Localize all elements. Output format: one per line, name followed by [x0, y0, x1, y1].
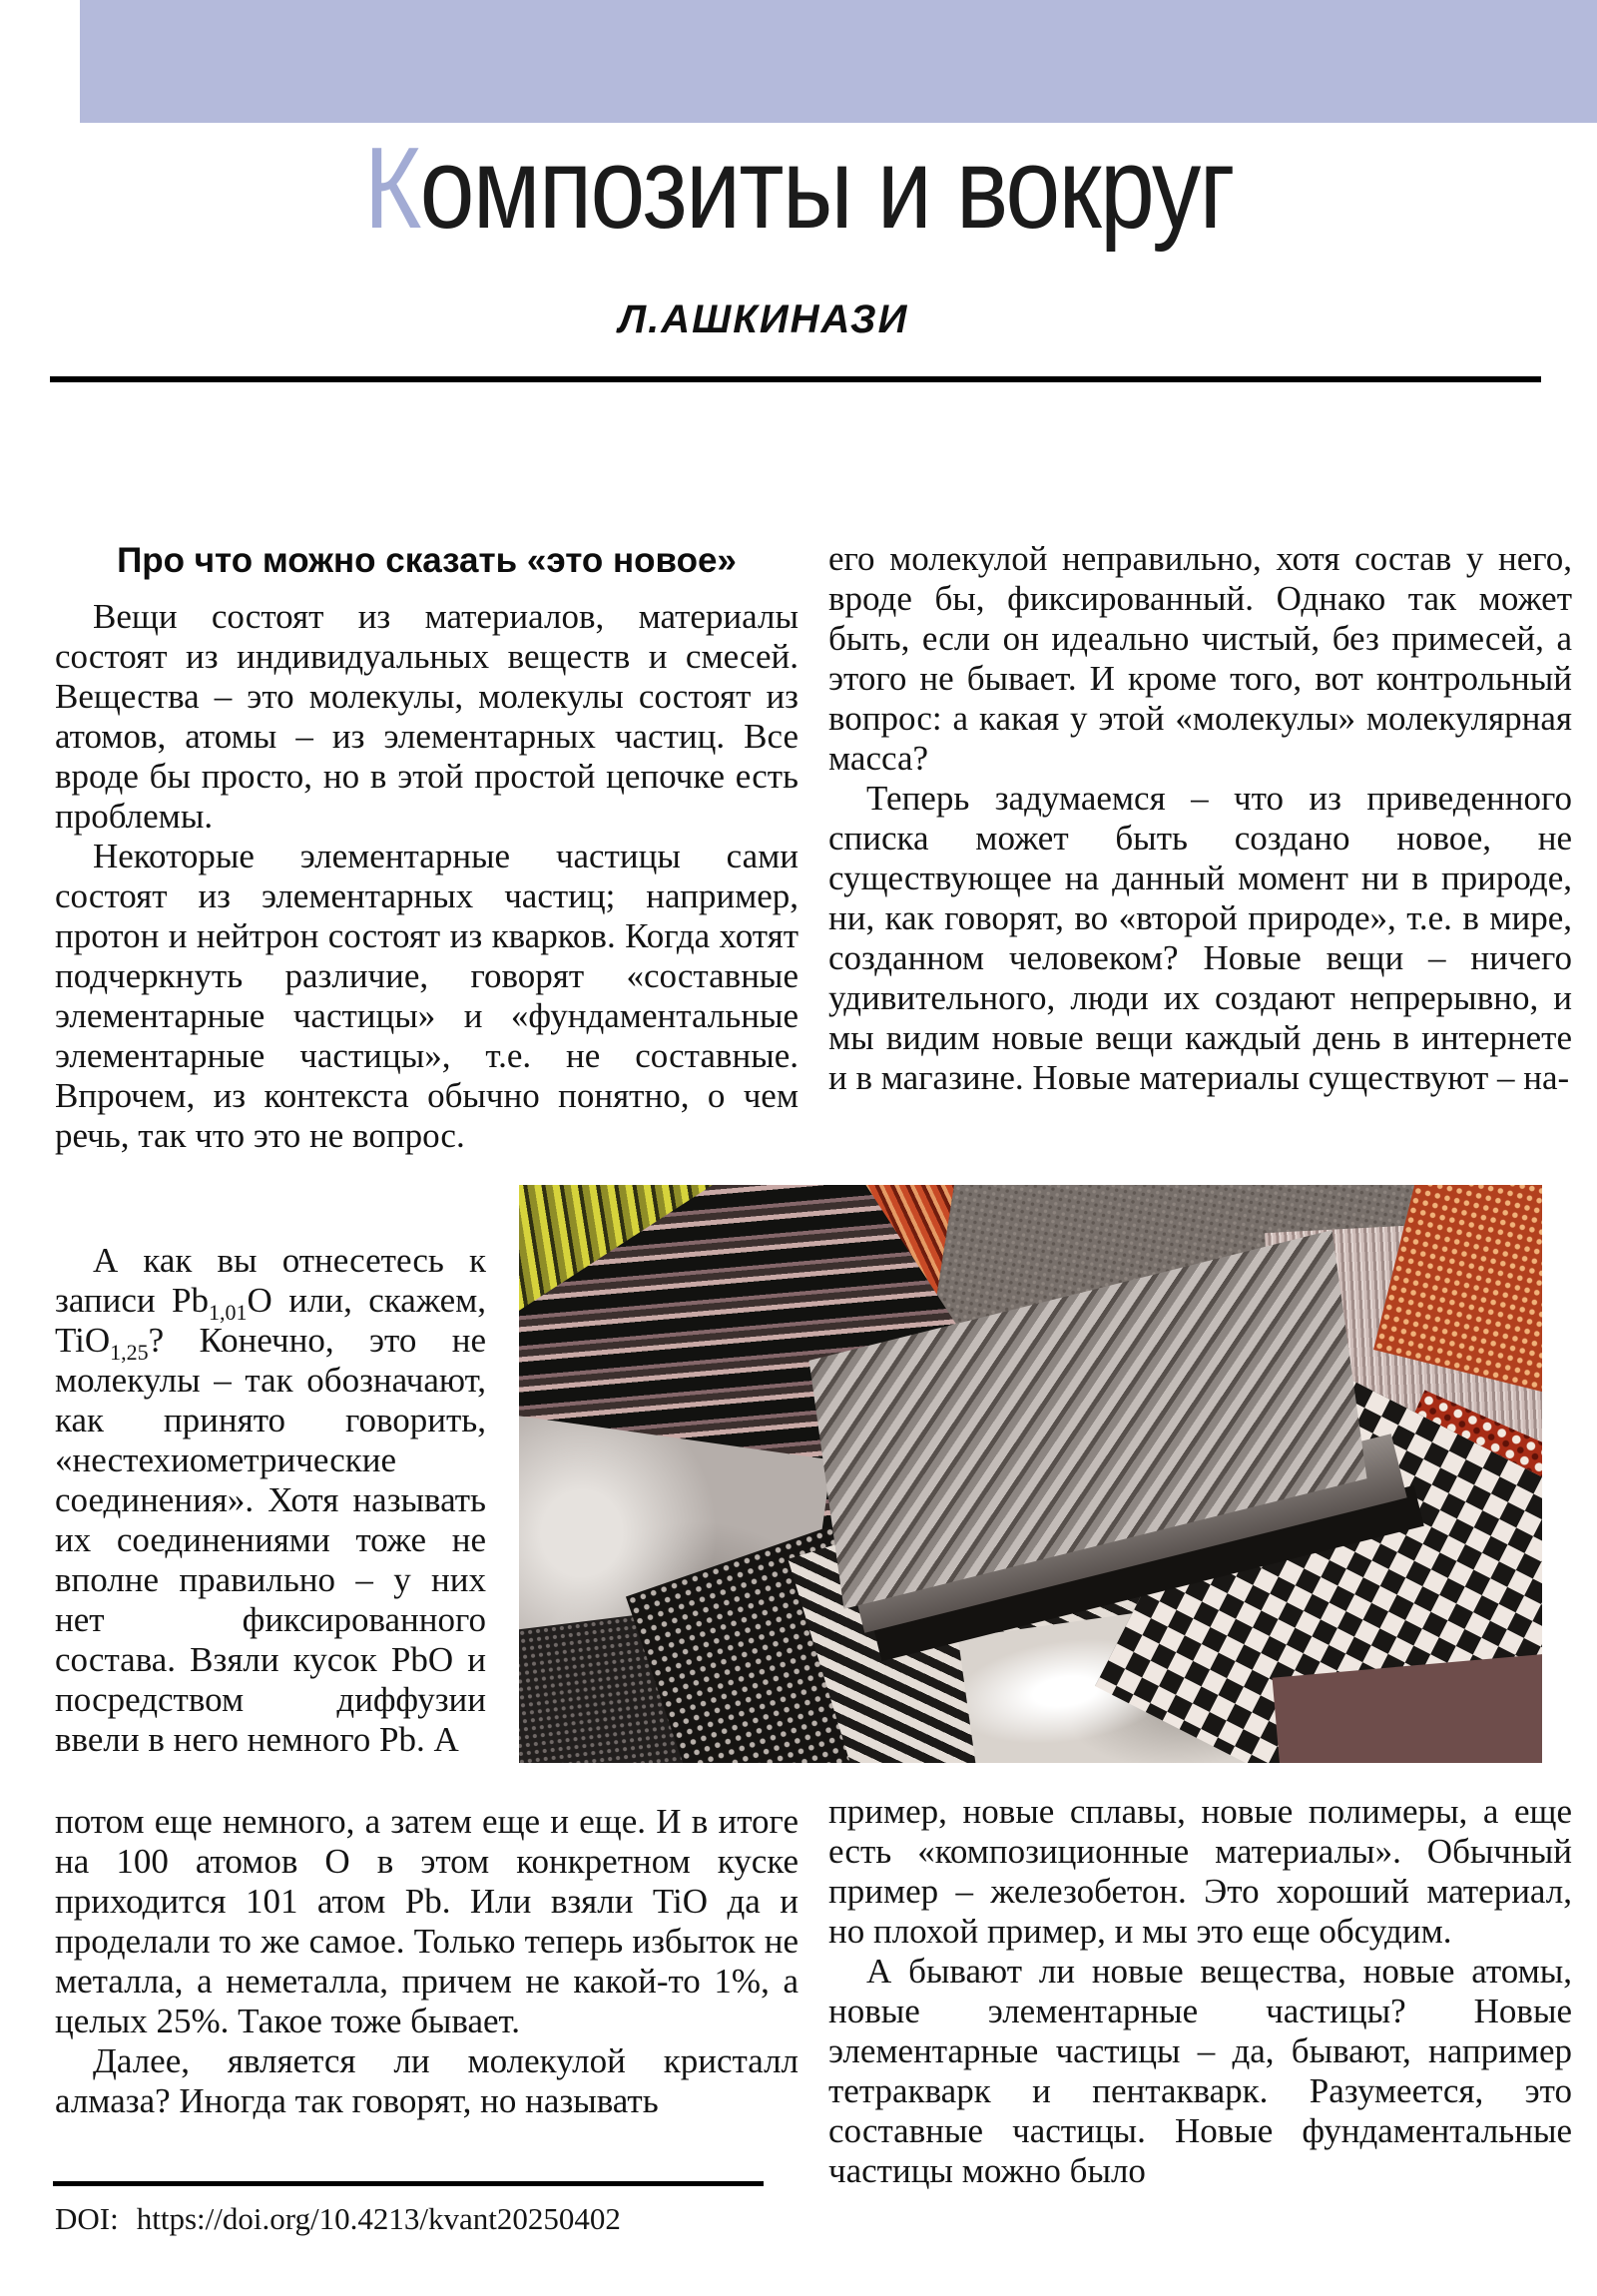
- title-drop-initial: К: [363, 123, 420, 253]
- doi-line: [55, 2201, 813, 2237]
- section-heading: Про что можно сказать «это новое»: [117, 541, 737, 580]
- left-top-paragraphs: [55, 597, 798, 1156]
- paragraph: потом еще немного, а затем еще и еще. И в итоге на 100 атомов О в этом конкретном куске приходится 101 атом Pb. Или взяли TiO да и проделали то же самое. Только теперь избыток не металла, а неметалла, причем не какой-то 1%, а целых 25%. Такое тоже бывает.: [55, 1802, 798, 2040]
- left-column-bottom-text: [55, 1802, 798, 2171]
- paragraph: Вещи состоят из материалов, материалы состоят из индивидуальных веществ и смесей. Вещества – это молекулы, молекулы состоят из атомов, атомы – из элементарных частиц. Все вроде бы просто, но в этой простой цепочке есть проблемы.: [55, 597, 798, 836]
- composite-materials-photo: [519, 1185, 1542, 1763]
- left-column-text-wrapped-beside-photo: [55, 1241, 486, 1800]
- paragraph: Далее, является ли молекулой кристалл алмаза? Иногда так говорят, но называть: [55, 2041, 798, 2120]
- title-text: омпозиты и вокруг: [419, 123, 1234, 253]
- article-title: [0, 123, 1597, 253]
- paragraph: Некоторые элементарные частицы сами состоят из элементарных частиц; например, протон и нейтрон состоят из кварков. Когда хотят подчеркнуть различие, говорят «составные элементарные частицы» и «фундаментальные элементарные частицы», т.е. не составные. Впрочем, из контекста обычно понятно, о чем речь, так что это не вопрос.: [55, 837, 798, 1155]
- right-column-bottom-text: [828, 1792, 1572, 2251]
- paragraph: Теперь задумаемся – что из приведенного списка может быть создано новое, не существующее на данный момент ни в природе, ни, как говорят, во «второй природе», т.е. в мире, созданном человеком? Новые вещи – ничего удивительного, люди их создают непрерывно, и мы видим новые вещи каждый день в интернете и в магазине. Новые материалы существуют – на-: [828, 779, 1572, 1097]
- paragraph: пример, новые сплавы, новые полимеры, а еще есть «композиционные материалы». Обычный пример – железобетон. Это хороший материал, но плохой пример, и мы это еще обсудим.: [828, 1792, 1572, 1951]
- masthead-divider-rule: [50, 376, 1541, 382]
- author-byline: Л.АШКИНАЗИ: [618, 297, 909, 341]
- paragraph: его молекулой неправильно, хотя состав у него, вроде бы, фиксированный. Однако так может быть, если он идеально чистый, без примесей, а этого не бывает. И кроме того, вот контрольный вопрос: а какая у этой «молекулы» молекулярная масса?: [828, 539, 1572, 778]
- right-column-top-text: [828, 539, 1572, 1180]
- masthead-color-bar: [80, 0, 1597, 123]
- left-column-top-text: [55, 539, 798, 1238]
- doi-link[interactable]: https://doi.org/10.4213/kvant20250402: [136, 2201, 621, 2236]
- doi-label: DOI:: [55, 2201, 119, 2236]
- paragraph: А как вы отнесетесь к записи $Pb_{1,01}O$ или, скажем, TiO$_{1,25}$? Конечно, это не молекулы – так обозначают, как принято говорить, «нестехиометрические соединения». Хотя называть их соединениями тоже не вполне правильно – у них нет фиксированного состава. Взяли кусок PbO и посредством диффузии ввели в него немного Pb. А: [55, 1241, 486, 1759]
- doi-divider-rule: [53, 2181, 764, 2186]
- paragraph: А бывают ли новые вещества, новые атомы, новые элементарные частицы? Новые элементарные частицы – да, бывают, например тетракварк и пентакварк. Разумеется, это составные частицы. Новые фундаментальные частицы можно было: [828, 1952, 1572, 2190]
